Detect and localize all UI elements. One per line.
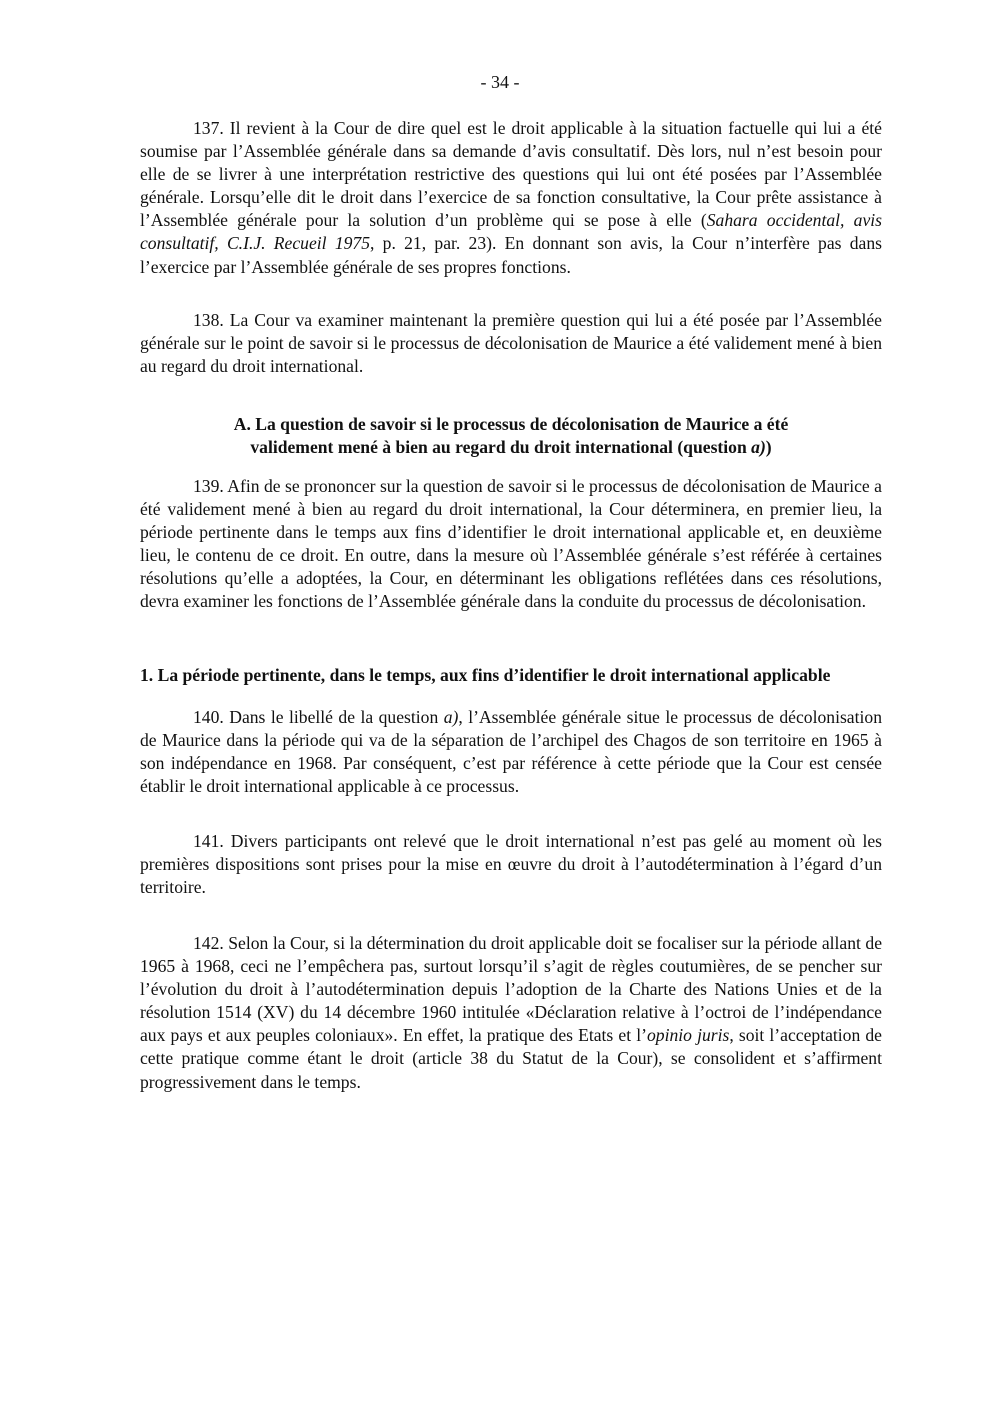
section-heading-1: 1. La période pertinente, dans le temps, aux fins d’identifier le droit international applicable xyxy=(140,665,831,685)
paragraph-138 xyxy=(140,309,882,378)
paragraph-142 xyxy=(140,932,882,1094)
paragraph-137 xyxy=(140,117,882,279)
paragraph-140-question-ref: a) xyxy=(443,707,459,727)
paragraph-137-part1: 137. Il revient à la Cour de dire quel est le droit applicable à la situation factuelle qui lui a été soumise par l’Assemblée générale dans sa demande d’avis consultatif. Dès lors, nul n’est besoin pour elle de se livrer à une interprétation restrictive des questions qui lui ont été posées par l’Assemblée générale. Lorsqu’elle dit le droit dans l’exercice de sa fonction consultative, la Cour prête assistance à l’Assemblée générale pour la solution d’un problème qui se pose à elle ( xyxy=(140,118,882,231)
section-heading-a xyxy=(140,413,882,459)
section-heading-a-line1: A. La question de savoir si le processus de décolonisation de Maurice a été xyxy=(233,414,789,434)
paragraph-139-text: 139. Afin de se prononcer sur la question de savoir si le processus de décolonisation de Maurice a été validement mené à bien au regard du droit international, la Cour déterminera, en premier lieu, la période pertinente dans le temps aux fins d’identifier le droit international applicable et, en deuxième lieu, le contenu de ce droit. En outre, dans la mesure où l’Assemblée générale s’est référée à certaines résolutions qu’elle a adoptées, la Cour, en déterminant les obligations reflétées dans ces résolutions, devra examiner les fonctions de l’Assemblée générale dans la conduite du processus de décolonisation. xyxy=(140,476,882,612)
paragraph-140-part2: , l’Assemblée générale situe le processus de décolonisation de Maurice dans la période qui va de la séparation de l’archipel des Chagos de son territoire en 1965 à son indépendance en 1968. Par conséquent, c’est par référence à cette période que la Cour est censée établir le droit international applicable à ce processus. xyxy=(140,707,882,797)
paragraph-142-part1: 142. Selon la Cour, si la détermination du droit applicable doit se focaliser sur la période allant de 1965 à 1968, ceci ne l’empêchera pas, surtout lorsqu’il s’agit de règles coutumières, de se pencher sur l’évolution du droit à l’autodétermination depuis l’adoption de la Charte des Nations Unies et de la résolution 1514 (XV) du 14 décembre 1960 intitulée «Déclaration relative à l’octroi de l’indépendance aux pays et aux peuples coloniaux». En effet, la pratique des Etats et l’ xyxy=(140,933,882,1046)
paragraph-137-part2: , p. 21, par. 23). En donnant son avis, la Cour n’interfère pas dans l’exercice par l’Assemblée générale de ses propres fonctions. xyxy=(140,233,882,277)
paragraph-140-part1: 140. Dans le libellé de la question xyxy=(193,707,444,727)
paragraph-140 xyxy=(140,706,882,798)
paragraph-139 xyxy=(140,475,882,614)
paragraph-140-text xyxy=(140,706,882,798)
paragraph-141-text: 141. Divers participants ont relevé que le droit international n’est pas gelé au moment où les premières dispositions sont prises pour la mise en œuvre du droit à l’autodétermination à l’égard d’un territoire. xyxy=(140,831,882,898)
paragraph-137-text xyxy=(140,117,882,279)
paragraph-138-text: 138. La Cour va examiner maintenant la première question qui lui a été posée par l’Assemblée générale sur le point de savoir si le processus de décolonisation de Maurice a été validement mené à bien au regard du droit international. xyxy=(140,310,882,377)
paragraph-137-citation: Sahara occidental, avis consultatif, C.I.J. Recueil 1975 xyxy=(140,210,882,254)
page-number: - 34 - xyxy=(480,72,520,92)
paragraph-142-part2: , soit l’acceptation de cette pratique comme étant le droit (article 38 du Statut de la Cour), se consolident et s’affirment progressivement dans le temps. xyxy=(140,1025,882,1092)
paragraph-142-text xyxy=(140,932,882,1094)
paragraph-141 xyxy=(140,830,882,899)
section-heading-a-line2: validement mené à bien au regard du droit international (question a)) xyxy=(250,437,772,458)
paragraph-142-opinio-juris: opinio juris xyxy=(646,1025,730,1046)
